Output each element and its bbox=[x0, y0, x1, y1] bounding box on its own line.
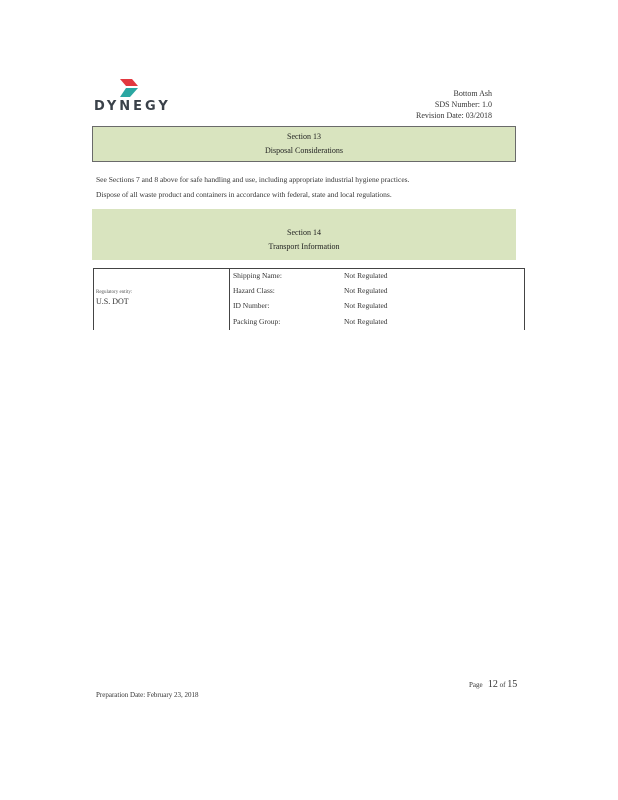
preparation-date: Preparation Date: February 23, 2018 bbox=[96, 691, 199, 699]
section-14-title: Section 14 bbox=[287, 228, 321, 237]
sds-number: SDS Number: 1.0 bbox=[434, 100, 492, 109]
disposal-paragraph-1: See Sections 7 and 8 above for safe handling and use, including appropriate industrial hygiene practices. bbox=[96, 175, 410, 184]
transport-table bbox=[93, 268, 525, 330]
page-total: 15 bbox=[507, 679, 518, 690]
regulatory-entity: U.S. DOT bbox=[96, 297, 129, 306]
shipping-name-value: Not Regulated bbox=[344, 271, 388, 280]
page-current: 12 bbox=[487, 679, 498, 690]
section-14-subtitle: Transport Information bbox=[268, 242, 340, 251]
disposal-paragraph-2: Dispose of all waste product and containers in accordance with federal, state and local regulations. bbox=[96, 190, 392, 199]
revision-date: Revision Date: 03/2018 bbox=[416, 111, 492, 120]
id-number-label: ID Number: bbox=[233, 301, 270, 310]
section-13-title: Section 13 bbox=[287, 132, 321, 141]
hazard-class-value: Not Regulated bbox=[344, 286, 388, 295]
page-number bbox=[469, 679, 517, 690]
product-name: Bottom Ash bbox=[453, 89, 492, 98]
dynegy-logo-icon bbox=[118, 78, 140, 98]
packing-group-label: Packing Group: bbox=[233, 317, 281, 326]
hazard-class-label: Hazard Class: bbox=[233, 286, 275, 295]
page-label: Page bbox=[469, 681, 483, 689]
id-number-value: Not Regulated bbox=[344, 301, 388, 310]
regulatory-entity-label: Regulatory entity: bbox=[96, 290, 133, 295]
shipping-name-label: Shipping Name: bbox=[233, 271, 282, 280]
document-header-info bbox=[416, 88, 492, 121]
table-column-divider bbox=[229, 268, 230, 330]
logo-text: DYNEGY bbox=[94, 99, 171, 114]
section-13-subtitle: Disposal Considerations bbox=[265, 146, 343, 155]
page-of: of bbox=[499, 681, 506, 689]
section-13-header bbox=[92, 126, 516, 162]
packing-group-value: Not Regulated bbox=[344, 317, 388, 326]
section-14-header bbox=[92, 209, 516, 260]
